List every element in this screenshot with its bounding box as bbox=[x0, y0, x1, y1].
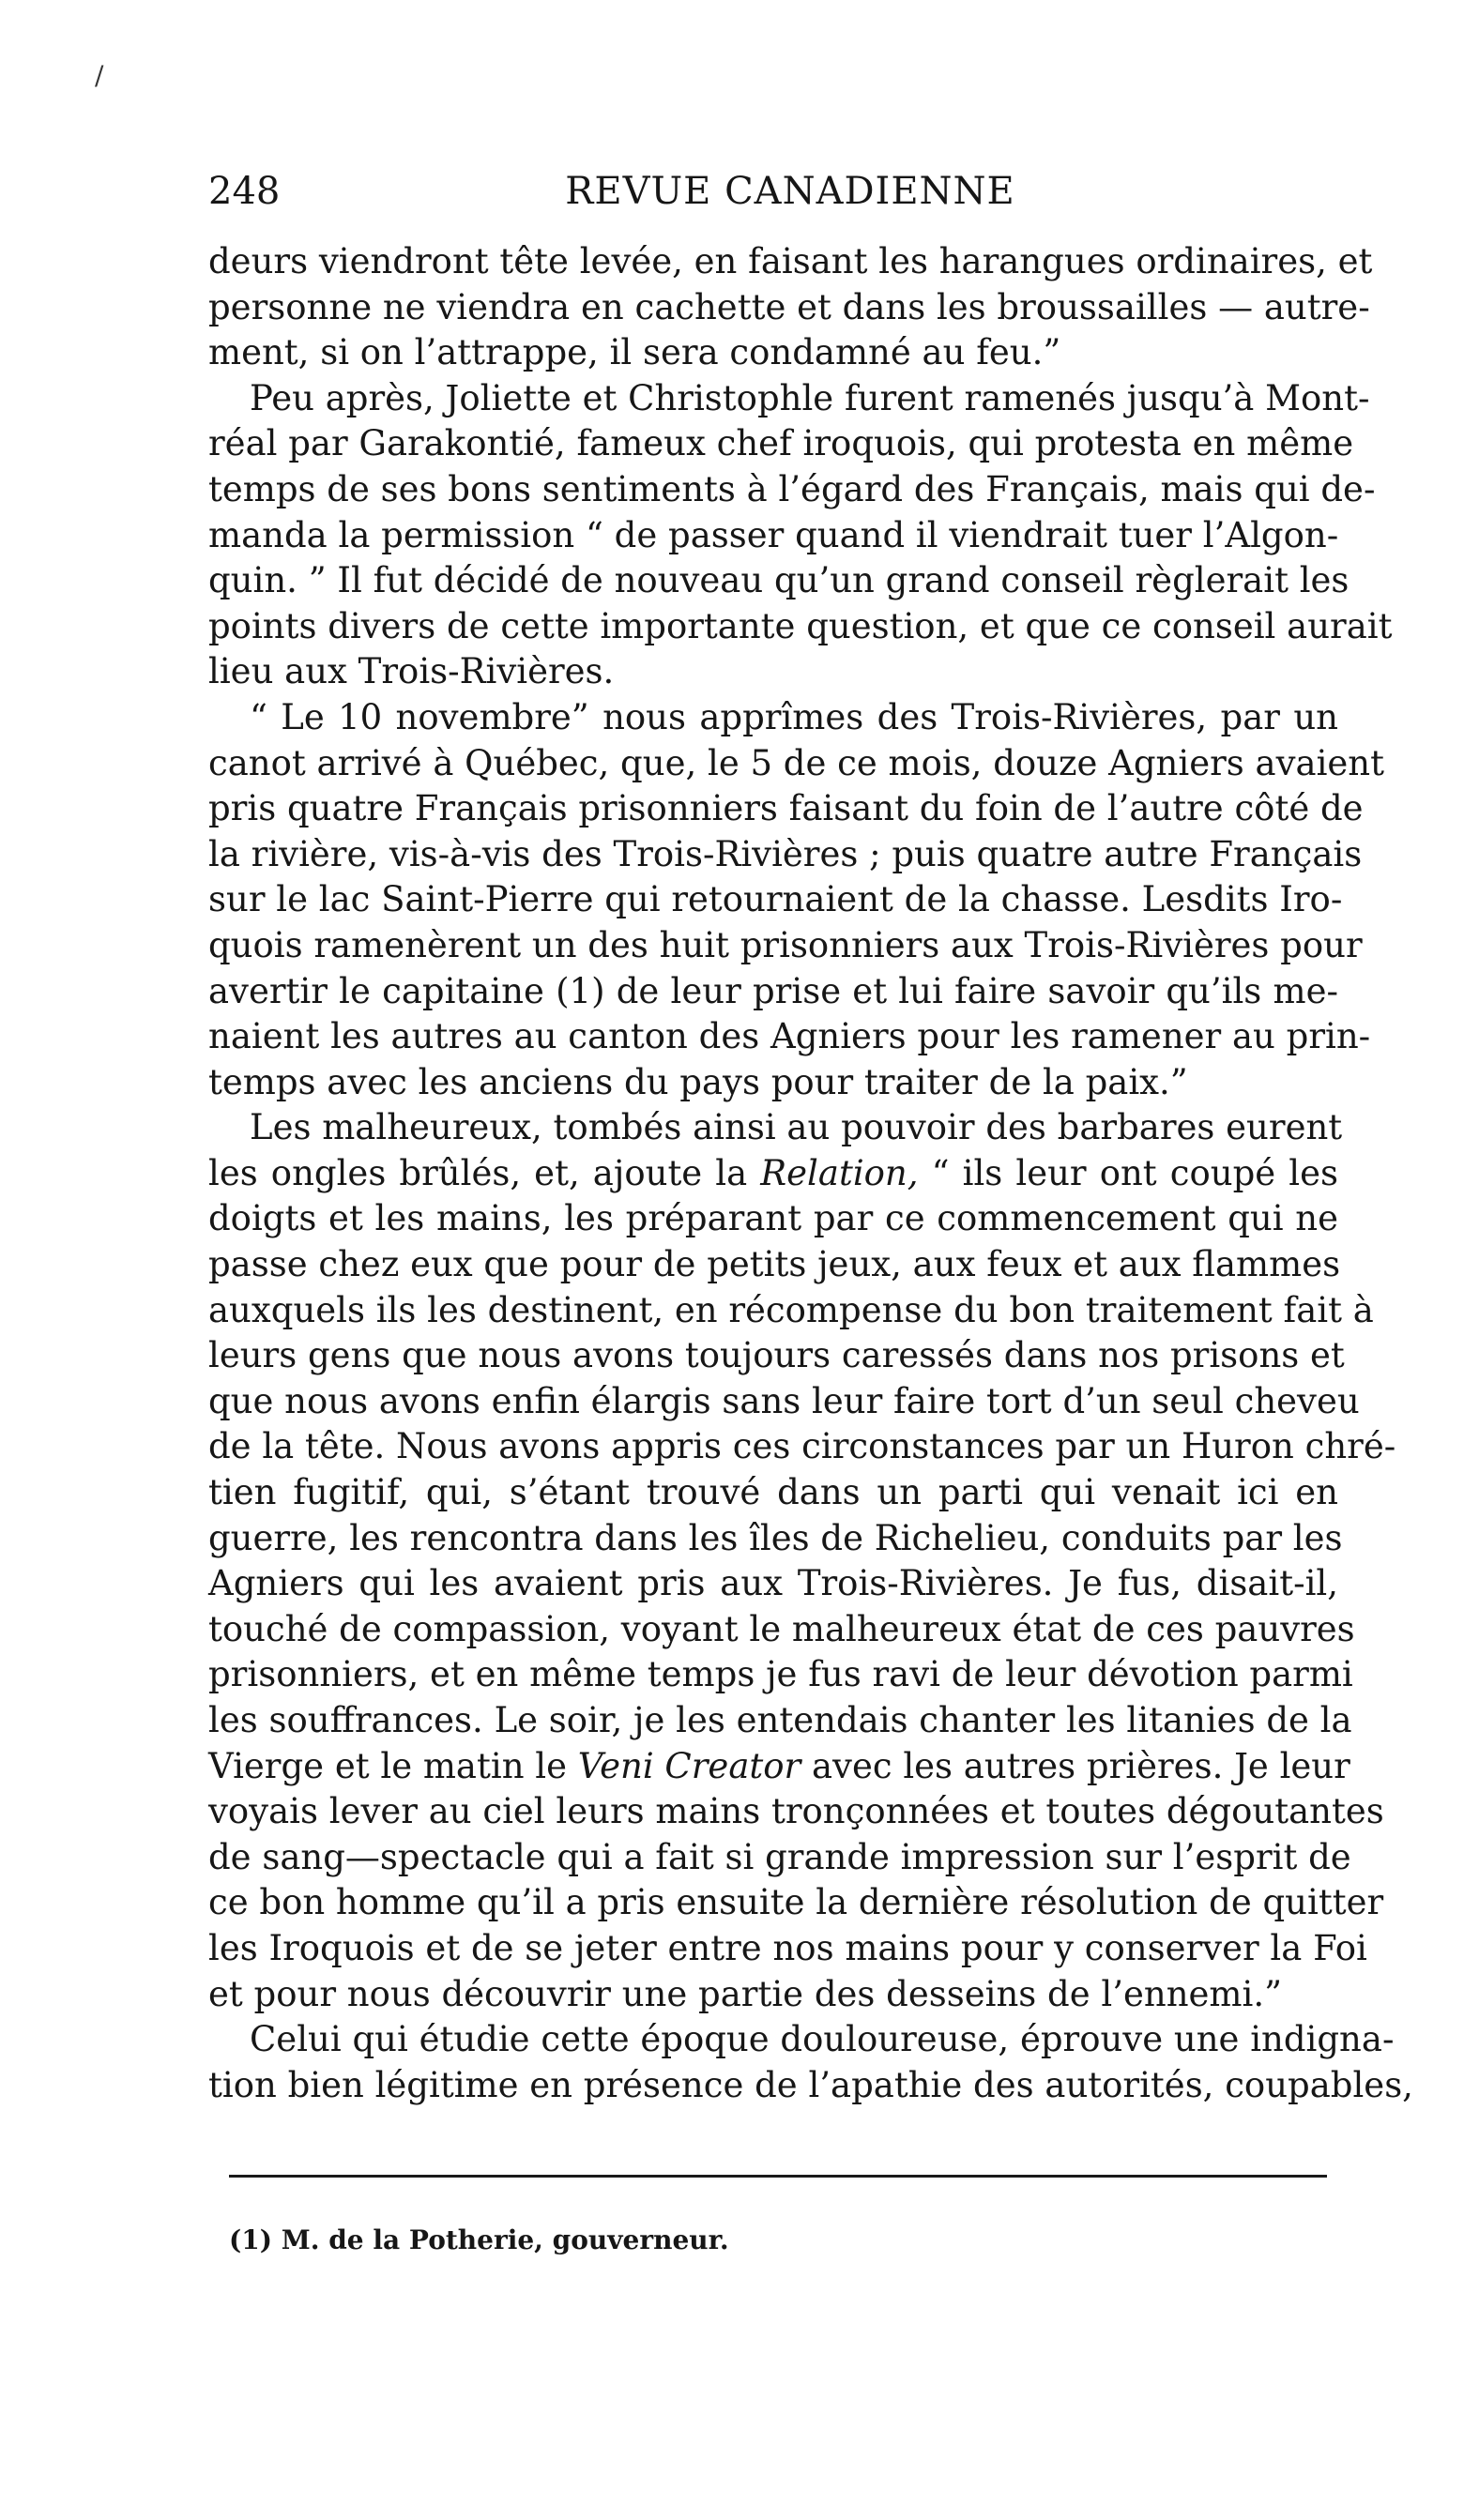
text-line: “ Le 10 novembre” nous apprîmes des Trois-Rivières, par un bbox=[250, 696, 1338, 737]
text-line: points divers de cette importante question, et que ce conseil aurait bbox=[208, 605, 1393, 646]
text-line: quin. ” Il fut décidé de nouveau qu’un grand conseil règlerait les bbox=[208, 560, 1350, 601]
text-line: temps de ses bons sentiments à l’égard des Français, mais qui de- bbox=[208, 468, 1376, 509]
text-segment: “ ils leur ont coupé les bbox=[918, 1152, 1338, 1193]
text-line: sur le lac Saint-Pierre qui retournaient de la chasse. Lesdits Iro- bbox=[208, 879, 1343, 920]
text-line: quois ramenèrent un des huit prisonniers aux Trois-Rivières pour bbox=[208, 924, 1363, 965]
text-line: manda la permission “ de passer quand il viendrait tuer l’Algon- bbox=[208, 514, 1339, 555]
text-line: de la tête. Nous avons appris ces circonstances par un Huron chré- bbox=[208, 1426, 1396, 1467]
italic-title: Veni Creator bbox=[577, 1745, 801, 1786]
text-line: personne ne viendra en cachette et dans les broussailles — autre- bbox=[208, 286, 1370, 327]
footnote-rule bbox=[229, 2175, 1327, 2178]
text-line: auxquels ils les destinent, en récompense du bon traitement fait à bbox=[208, 1289, 1374, 1330]
text-line: doigts et les mains, les préparant par ce commencement qui ne bbox=[208, 1198, 1338, 1239]
text-line bbox=[208, 1151, 1338, 1197]
text-line: de sang—spectacle qui a fait si grande impression sur l’esprit de bbox=[208, 1836, 1351, 1877]
text-line: pris quatre Français prisonniers faisant du foin de l’autre côté de bbox=[208, 788, 1364, 829]
text-line: deurs viendront tête levée, en faisant les harangues ordinaires, et bbox=[208, 241, 1373, 281]
running-head bbox=[208, 165, 1334, 221]
text-line: voyais lever au ciel leurs mains tronçonnées et toutes dégoutantes bbox=[208, 1791, 1384, 1832]
text-line: guerre, les rencontra dans les îles de Richelieu, conduits par les bbox=[208, 1517, 1343, 1558]
text-line: avertir le capitaine (1) de leur prise et lui faire savoir qu’ils me- bbox=[208, 970, 1338, 1011]
text-line: Peu après, Joliette et Christophle furent ramenés jusqu’à Mont- bbox=[250, 377, 1370, 418]
text-line: les Iroquois et de se jeter entre nos mains pour y conserver la Foi bbox=[208, 1927, 1367, 1968]
text-line: ce bon homme qu’il a pris ensuite la dernière résolution de quitter bbox=[208, 1882, 1384, 1923]
text-line: la rivière, vis-à-vis des Trois-Rivières ; puis quatre autre Français bbox=[208, 833, 1363, 874]
text-line: Agniers qui les avaient pris aux Trois-Rivières. Je fus, disait-il, bbox=[208, 1563, 1338, 1604]
text-line: Celui qui étudie cette époque douloureuse, éprouve une indigna- bbox=[250, 2019, 1395, 2060]
text-line: naient les autres au canton des Agniers pour les ramener au prin- bbox=[208, 1016, 1371, 1057]
text-line bbox=[208, 1744, 1350, 1790]
text-line: passe chez eux que pour de petits jeux, aux feux et aux flammes bbox=[208, 1244, 1341, 1285]
text-line: touché de compassion, voyant le malheureux état de ces pauvres bbox=[208, 1608, 1355, 1649]
text-line: prisonniers, et en même temps je fus ravi de leur dévotion parmi bbox=[208, 1654, 1353, 1695]
text-segment: Vierge et le matin le bbox=[208, 1745, 578, 1786]
text-line: ment, si on l’attrappe, il sera condamné au feu.” bbox=[208, 332, 1061, 373]
text-line: lieu aux Trois-Rivières. bbox=[208, 651, 615, 692]
text-line: que nous avons enfin élargis sans leur faire tort d’un seul cheveu bbox=[208, 1380, 1360, 1421]
footnote: (1) M. de la Potherie, gouverneur. bbox=[229, 2224, 729, 2255]
italic-title: Relation, bbox=[760, 1152, 919, 1193]
text-line: canot arrivé à Québec, que, le 5 de ce mois, douze Agniers avaient bbox=[208, 742, 1384, 783]
text-line: réal par Garakontié, fameux chef iroquois, qui protesta en même bbox=[208, 423, 1354, 464]
text-line: et pour nous découvrir une partie des desseins de l’ennemi.” bbox=[208, 1973, 1283, 2014]
text-segment: avec les autres prières. Je leur bbox=[801, 1745, 1350, 1786]
stray-mark: / bbox=[95, 60, 104, 91]
text-line: leurs gens que nous avons toujours caressés dans nos prisons et bbox=[208, 1335, 1345, 1376]
body-text bbox=[208, 239, 1413, 2108]
text-line: Les malheureux, tombés ainsi au pouvoir des barbares eurent bbox=[250, 1107, 1343, 1148]
text-line: tion bien légitime en présence de l’apathie des autorités, coupables, bbox=[208, 2064, 1413, 2105]
text-segment: les ongles brûlés, et, ajoute la bbox=[208, 1152, 761, 1193]
text-line: temps avec les anciens du pays pour traiter de la paix.” bbox=[208, 1061, 1188, 1102]
text-line: tien fugitif, qui, s’étant trouvé dans un parti qui venait ici en bbox=[208, 1472, 1338, 1513]
journal-title: REVUE CANADIENNE bbox=[565, 170, 1015, 213]
page-number: 248 bbox=[208, 170, 281, 213]
text-line: les souffrances. Le soir, je les entendais chanter les litanies de la bbox=[208, 1700, 1352, 1740]
